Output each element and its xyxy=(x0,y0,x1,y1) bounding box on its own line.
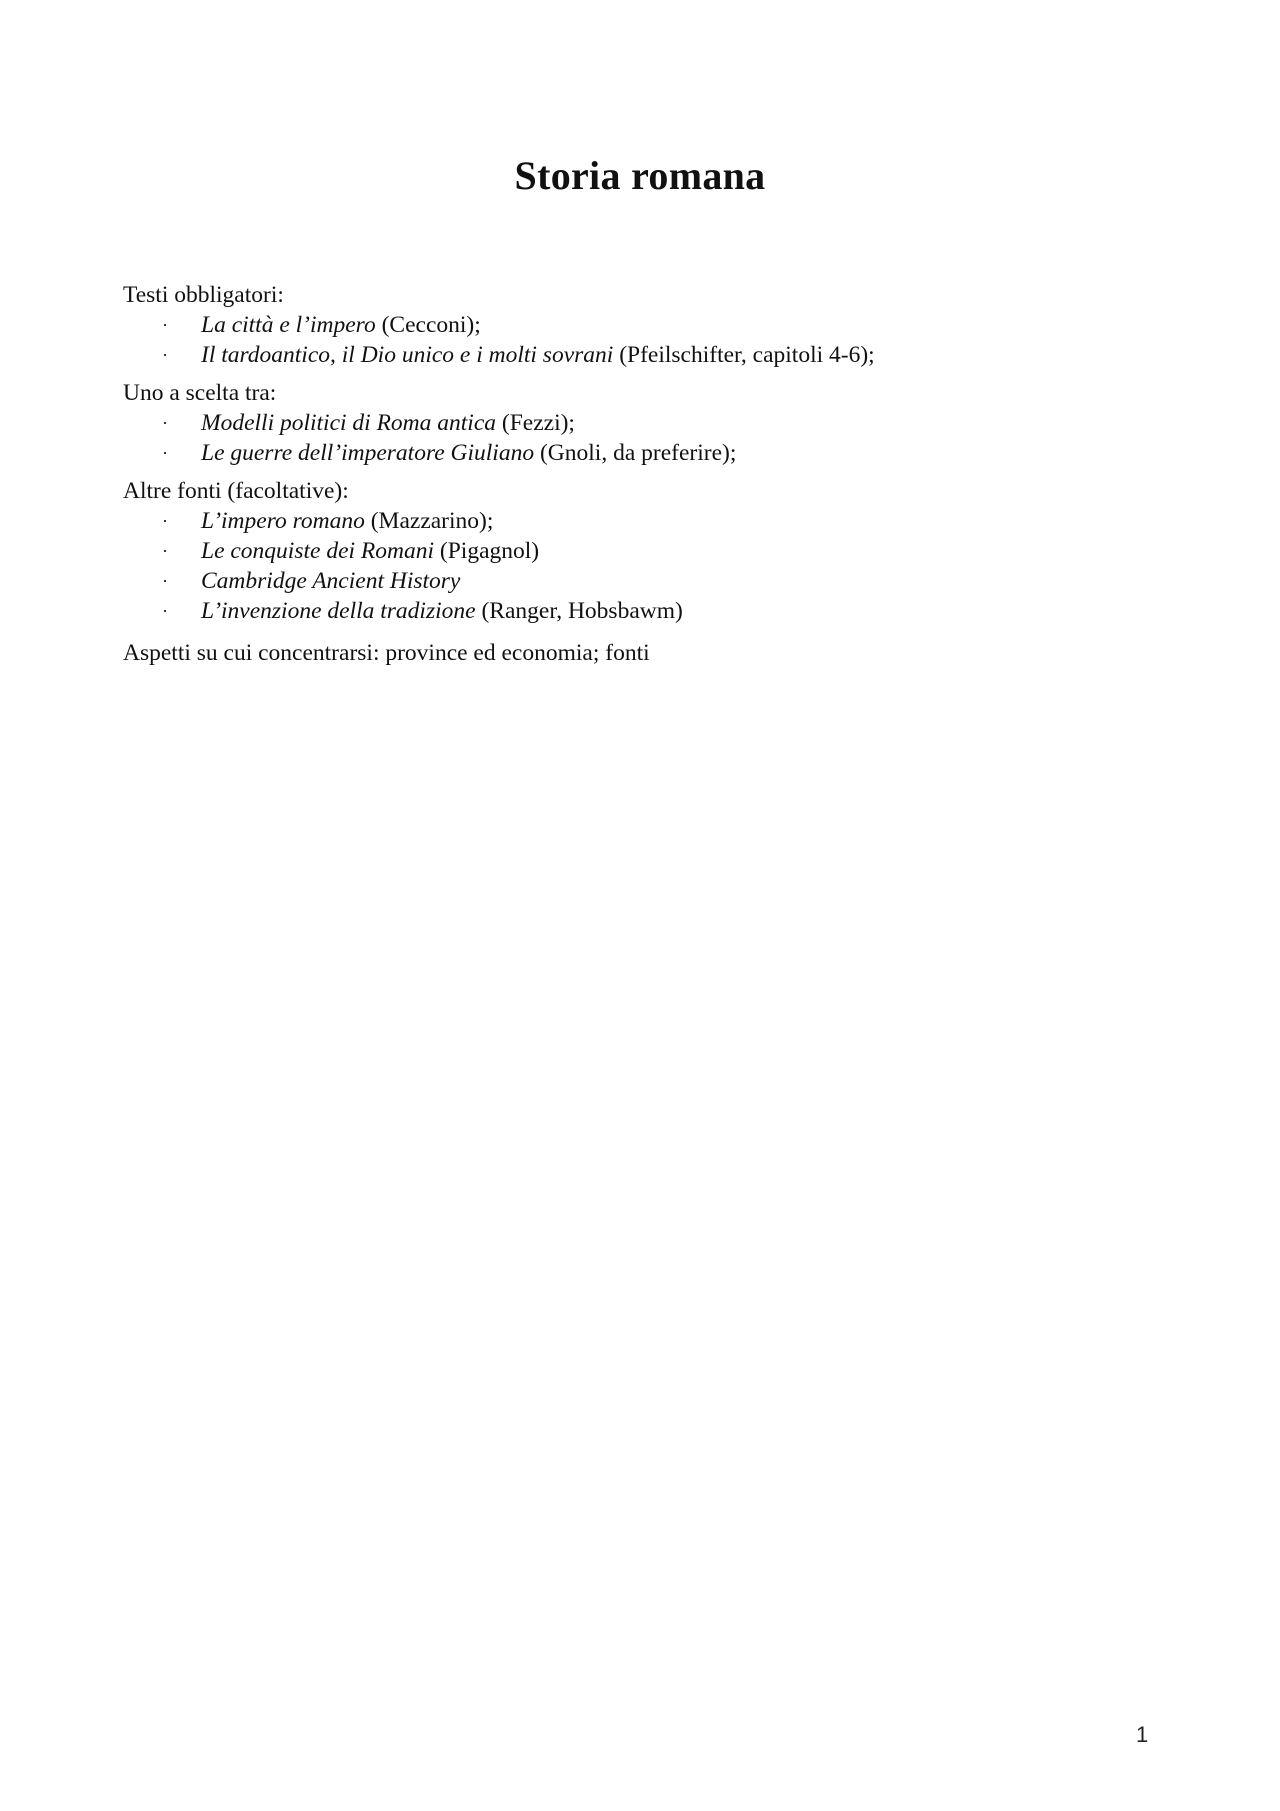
section-required-texts xyxy=(123,280,1183,370)
book-title: L’impero romano xyxy=(201,508,365,534)
book-detail: (Mazzarino); xyxy=(364,508,494,534)
section-heading: Altre fonti (facoltative): xyxy=(123,478,349,504)
section-choice xyxy=(123,378,1183,468)
page-number: 1 xyxy=(1136,1722,1149,1747)
reading-list xyxy=(123,310,1183,370)
bullet-icon: · xyxy=(162,315,168,335)
list-item xyxy=(123,310,1183,340)
book-detail: (Fezzi); xyxy=(496,410,575,436)
document-body xyxy=(123,280,1183,668)
book-detail: (Gnoli, da preferire); xyxy=(534,440,737,466)
reading-list xyxy=(123,408,1183,468)
focus-note: Aspetti su cui concentrarsi: province ed economia; fonti xyxy=(123,640,650,666)
book-title: L’invenzione della tradizione xyxy=(201,598,476,624)
bullet-icon: · xyxy=(162,345,168,365)
book-detail: (Pigagnol) xyxy=(434,538,540,564)
bullet-icon: · xyxy=(162,413,168,433)
book-detail: (Pfeilschifter, capitoli 4-6); xyxy=(613,342,875,368)
section-optional-sources xyxy=(123,476,1183,626)
book-detail: (Cecconi); xyxy=(375,312,481,338)
list-item xyxy=(123,536,1183,566)
book-title: Le conquiste dei Romani xyxy=(201,538,435,564)
list-item xyxy=(123,408,1183,438)
book-title: Il tardoantico, il Dio unico e i molti sovrani xyxy=(201,342,614,368)
book-title: Modelli politici di Roma antica xyxy=(201,410,497,436)
list-item xyxy=(123,340,1183,370)
list-item xyxy=(123,438,1183,468)
list-item xyxy=(123,566,1183,596)
bullet-icon: · xyxy=(162,443,168,463)
bullet-icon: · xyxy=(162,511,168,531)
book-title: La città e l’impero xyxy=(201,312,376,338)
bullet-icon: · xyxy=(162,571,168,591)
reading-list xyxy=(123,506,1183,626)
section-heading: Uno a scelta tra: xyxy=(123,380,277,406)
book-title: Cambridge Ancient History xyxy=(201,568,461,594)
list-item xyxy=(123,506,1183,536)
bullet-icon: · xyxy=(162,601,168,621)
book-detail: (Ranger, Hobsbawm) xyxy=(475,598,683,624)
list-item xyxy=(123,596,1183,626)
book-title: Le guerre dell’imperatore Giuliano xyxy=(201,440,535,466)
page-title: Storia romana xyxy=(514,153,766,198)
bullet-icon: · xyxy=(162,541,168,561)
section-heading: Testi obbligatori: xyxy=(123,282,284,308)
